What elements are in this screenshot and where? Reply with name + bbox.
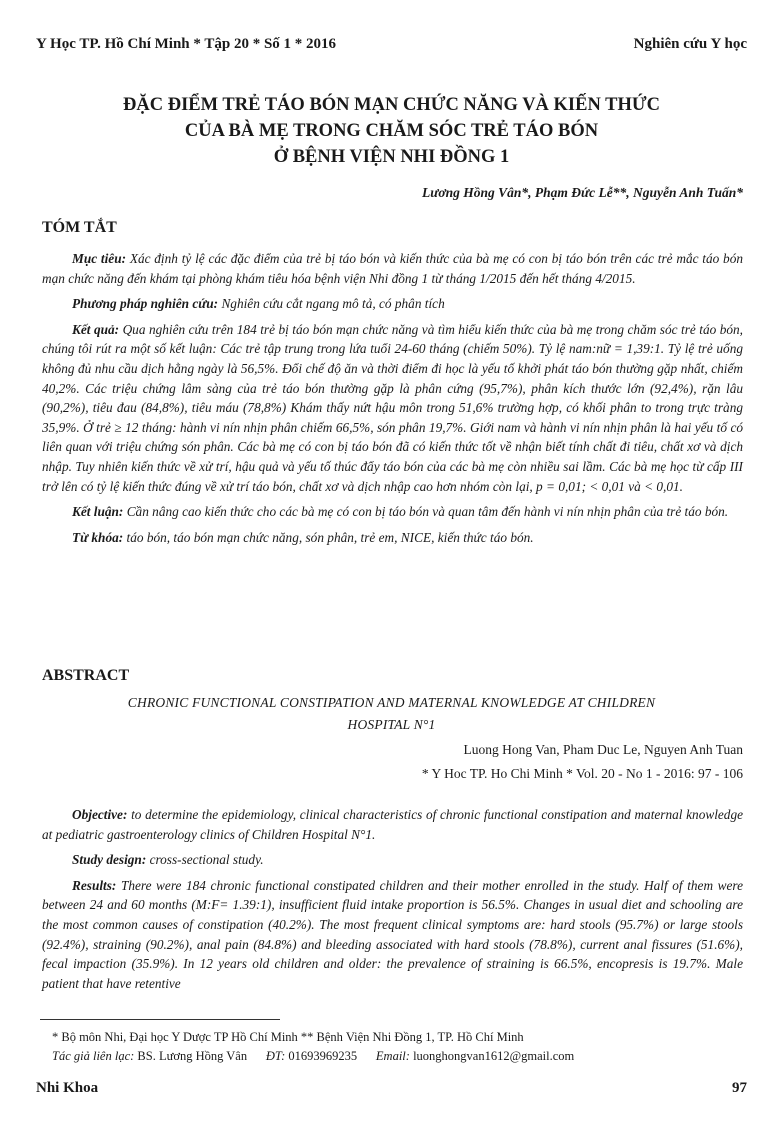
en-design-label: Study design: — [72, 852, 147, 868]
objective-label: Mục tiêu: — [72, 251, 127, 266]
en-results-label: Results: — [72, 877, 117, 893]
results-paragraph — [42, 320, 743, 496]
footnote-divider — [40, 1019, 280, 1020]
running-header-section: Nghiên cứu Y học — [633, 36, 747, 52]
en-objective-text: to determine the epidemiology, clinical characteristics of chronic functional constipation and maternal knowledge at pediatric gastroenterology clinics of Children Hospital N°1. — [42, 807, 744, 842]
title-line: ĐẶC ĐIỂM TRẺ TÁO BÓN MẠN CHỨC NĂNG VÀ KIẾN THỨC — [123, 95, 660, 115]
title-line: CỦA BÀ MẸ TRONG CHĂM SÓC TRẺ TÁO BÓN — [184, 121, 599, 141]
objective-paragraph — [42, 249, 743, 288]
abstract-vi-body — [42, 249, 743, 553]
abstract-en-body — [42, 805, 743, 999]
en-objective-paragraph — [42, 805, 743, 844]
en-results-paragraph — [42, 876, 743, 994]
abstract-vi-heading: TÓM TẮT — [42, 219, 117, 236]
contact-name: BS. Lương Hồng Vân — [137, 1049, 248, 1063]
en-results-text: There were 184 chronic functional constipated children and their mother enrolled in the study. Half of them were between 24 and 60 months (M:F= 1.39:1), insufficient fluid intake proportion is 56.5%. Changes in usual diet and schooling are the most common causes of constipation (40.2%). The most frequent clinical symptoms are: hard stools (95.7%) or large stools (92.4%), straining (90.2%), anal pain (84.8%) and bleeding associated with hard stools (78.8%), current anal fissures (51.6%), fecal impaction (35.9%). In 12 years old children and older: the prevalence of straining is 66.5%, encopresis is 19.7%. Male patient that have retentive — [42, 877, 743, 991]
footnote-contact — [52, 1049, 574, 1064]
methods-paragraph — [42, 294, 743, 314]
english-title-line: CHRONIC FUNCTIONAL CONSTIPATION AND MATERNAL KNOWLEDGE AT CHILDREN — [127, 695, 656, 710]
keywords-label: Từ khóa: — [72, 529, 124, 545]
running-header-journal: Y Học TP. Hồ Chí Minh * Tập 20 * Số 1 * 2016 — [36, 36, 337, 52]
phone-number: 01693969235 — [288, 1049, 358, 1063]
results-label: Kết quả: — [72, 321, 120, 337]
keywords-paragraph — [42, 528, 743, 548]
en-objective-label: Objective: — [72, 807, 128, 822]
methods-text: Nghiên cứu cắt ngang mô tả, có phân tích — [221, 296, 445, 312]
keywords-text: táo bón, táo bón mạn chức năng, són phân, trẻ em, NICE, kiến thức táo bón. — [126, 529, 534, 545]
page-number: 97 — [732, 1080, 747, 1096]
email-label: Email: — [375, 1049, 410, 1063]
abstract-en-heading: ABSTRACT — [42, 667, 130, 684]
title-line: Ở BỆNH VIỆN NHI ĐỒNG 1 — [273, 147, 510, 167]
en-design-paragraph — [42, 850, 743, 870]
conclusion-label: Kết luận: — [72, 504, 124, 520]
phone-label: ĐT: — [265, 1049, 286, 1063]
contact-label: Tác giả liên lạc: — [52, 1049, 135, 1063]
footnote-affiliations: * Bộ môn Nhi, Đại học Y Dược TP Hồ Chí Minh ** Bệnh Viện Nhi Đồng 1, TP. Hồ Chí Minh — [52, 1030, 524, 1044]
objective-text: Xác định tỷ lệ các đặc điểm của trẻ bị táo bón và kiến thức của bà mẹ có con bị táo bón trên các trẻ mắc táo bón mạn chức năng đến khám tại phòng khám tiêu hóa bệnh viện Nhi đồng 1 từ tháng 1/2015 đến hết tháng 4/2015. — [42, 251, 744, 286]
english-title — [40, 692, 743, 736]
author-list-vi: Lương Hồng Vân*, Phạm Đức Lễ**, Nguyễn Anh Tuấn* — [422, 185, 743, 200]
footer-section: Nhi Khoa — [36, 1080, 99, 1096]
article-title — [40, 92, 743, 170]
methods-label: Phương pháp nghiên cứu: — [72, 296, 219, 312]
conclusion-paragraph — [42, 502, 743, 522]
english-title-line: HOSPITAL N°1 — [347, 717, 436, 732]
citation-line: * Y Hoc TP. Ho Chi Minh * Vol. 20 - No 1 - 2016: 97 - 106 — [421, 766, 743, 781]
conclusion-text: Cần nâng cao kiến thức cho các bà mẹ có con bị táo bón và quan tâm đến hành vi nín nhịn phân của trẻ táo bón. — [126, 504, 729, 520]
email-address: luonghongvan1612@gmail.com — [413, 1049, 575, 1063]
author-list-en: Luong Hong Van, Pham Duc Le, Nguyen Anh Tuan — [463, 742, 743, 757]
en-design-text: cross-sectional study. — [149, 852, 264, 868]
results-text: Qua nghiên cứu trên 184 trẻ bị táo bón mạn chức năng và tìm hiểu kiến thức của bà mẹ trong chăm sóc trẻ táo bón, chúng tôi rút ra một số kết luận: Các trẻ tập trung trong lứa tuổi 24-60 tháng (chiếm 50%). Tỷ lệ nam:nữ = 1,39:1. Tỷ lệ trẻ uống không đủ nhu cầu dịch hằng ngày là 56,5%. Đổi chế độ ăn và thời điểm đi học là yếu tố khởi phát táo bón thường gặp nhất, chiếm 40,2%. Các triệu chứng lâm sàng của trẻ táo bón thường gặp là phân cứng (95,7%), phân kích thước lớn (92,4%), rặn lâu (90,2%), tiêu đau (84,8%), tiêu máu (78,8%) Khám thấy nứt hậu môn trong 51,6% trường hợp, có khối phân to trong trực tràng 35,9%. Ở trẻ ≥ 12 tháng: hành vi nín nhịn phân chiếm 66,5%, són phân 19,7%. Giới nam và hành vi nín nhịn phân là hai yếu tố có liên quan với triệu chứng són phân. Các bà mẹ có con bị táo bón đã có kiến thức tốt về nhận biết tính chất đi tiêu, chất xơ và dịch nhập. Tuy nhiên kiến thức về xử trí, hậu quả và yếu tố thúc đẩy táo bón của các bà mẹ còn nhiều sai lầm. Các bà mẹ học từ cấp III trở lên có tỷ lệ kiến thức đúng về xử trí táo bón, chất xơ và dịch nhập cao hơn nhóm còn lại, p = 0,01; < 0,01 và < 0,01. — [42, 321, 743, 494]
